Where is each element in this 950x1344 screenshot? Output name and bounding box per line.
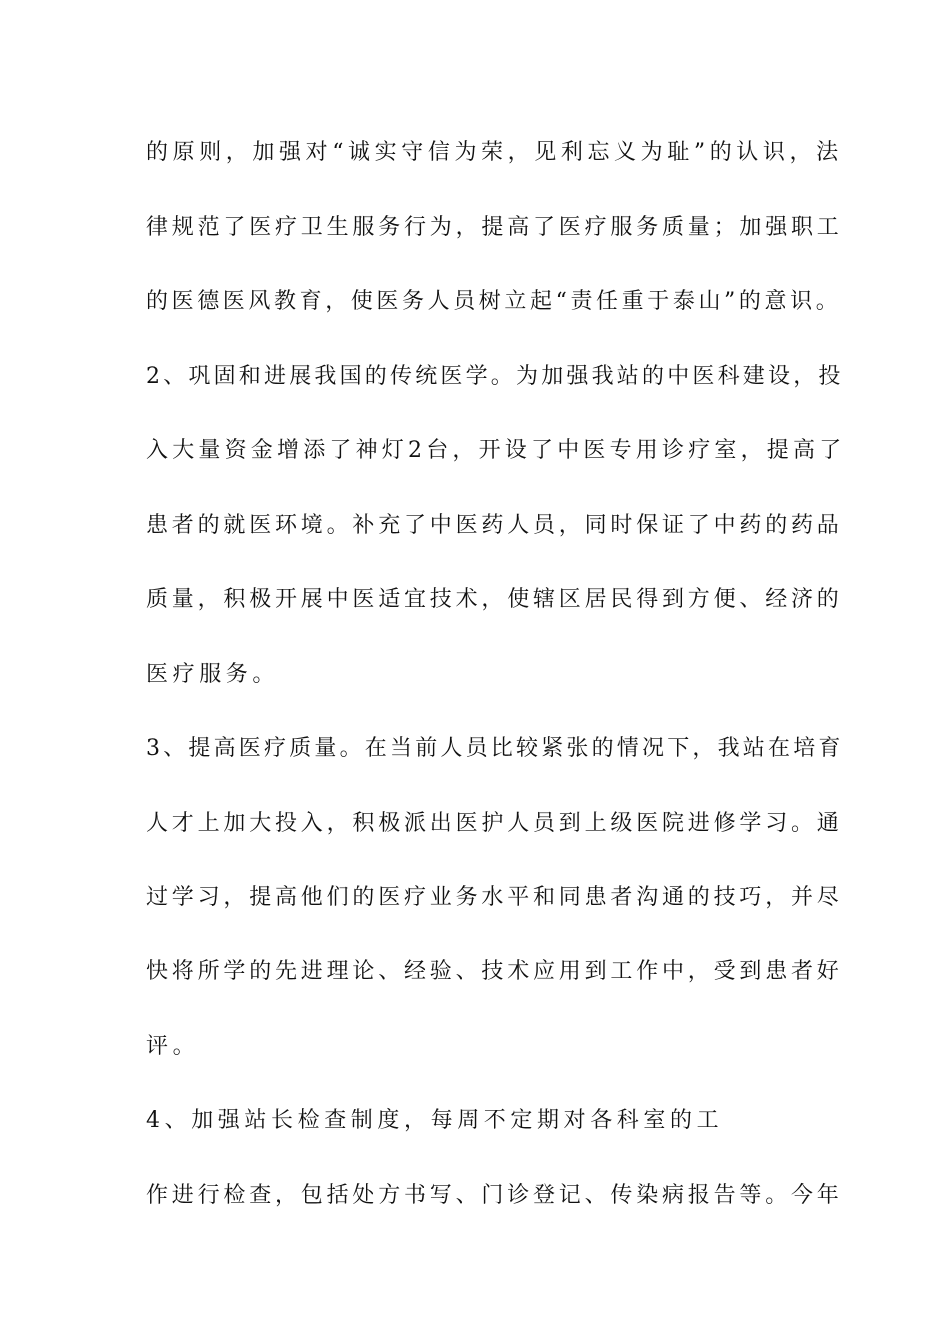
text-line-6: 患者的就医环境。补充了中医药人员，同时保证了中药的药品 xyxy=(146,513,843,538)
text-line-2: 律规范了医疗卫生服务行为，提高了医疗服务质量；加强职工 xyxy=(146,215,843,240)
text-line-4: 2、巩固和进展我国的传统医学。为加强我站的中医科建设，投 xyxy=(146,364,844,389)
text-line-1: 的原则，加强对“诚实守信为荣，见利忘义为耻”的认识，法 xyxy=(146,140,843,165)
text-line-7: 质量，积极开展中医适宜技术，使辖区居民得到方便、经济的 xyxy=(146,587,843,612)
text-line-9: 3、提高医疗质量。在当前人员比较紧张的情况下，我站在培育 xyxy=(146,736,844,761)
text-line-15: 作进行检查，包括处方书写、门诊登记、传染病报告等。今年 xyxy=(146,1183,843,1208)
text-line-8: 医疗服务。 xyxy=(146,662,280,687)
text-line-3: 的医德医风教育，使医务人员树立起“责任重于泰山”的意识。 xyxy=(146,289,842,314)
text-line-11: 过学习，提高他们的医疗业务水平和同患者沟通的技巧，并尽 xyxy=(146,885,843,910)
text-line-13: 评。 xyxy=(146,1034,200,1059)
text-line-10: 人才上加大投入，积极派出医护人员到上级医院进修学习。通 xyxy=(146,811,843,836)
text-line-12: 快将所学的先进理论、经验、技术应用到工作中，受到患者好 xyxy=(146,959,843,984)
text-line-14: 4、加强站长检查制度，每周不定期对各科室的工 xyxy=(146,1108,724,1133)
text-line-5: 入大量资金增添了神灯2台，开设了中医专用诊疗室，提高了 xyxy=(146,438,846,463)
